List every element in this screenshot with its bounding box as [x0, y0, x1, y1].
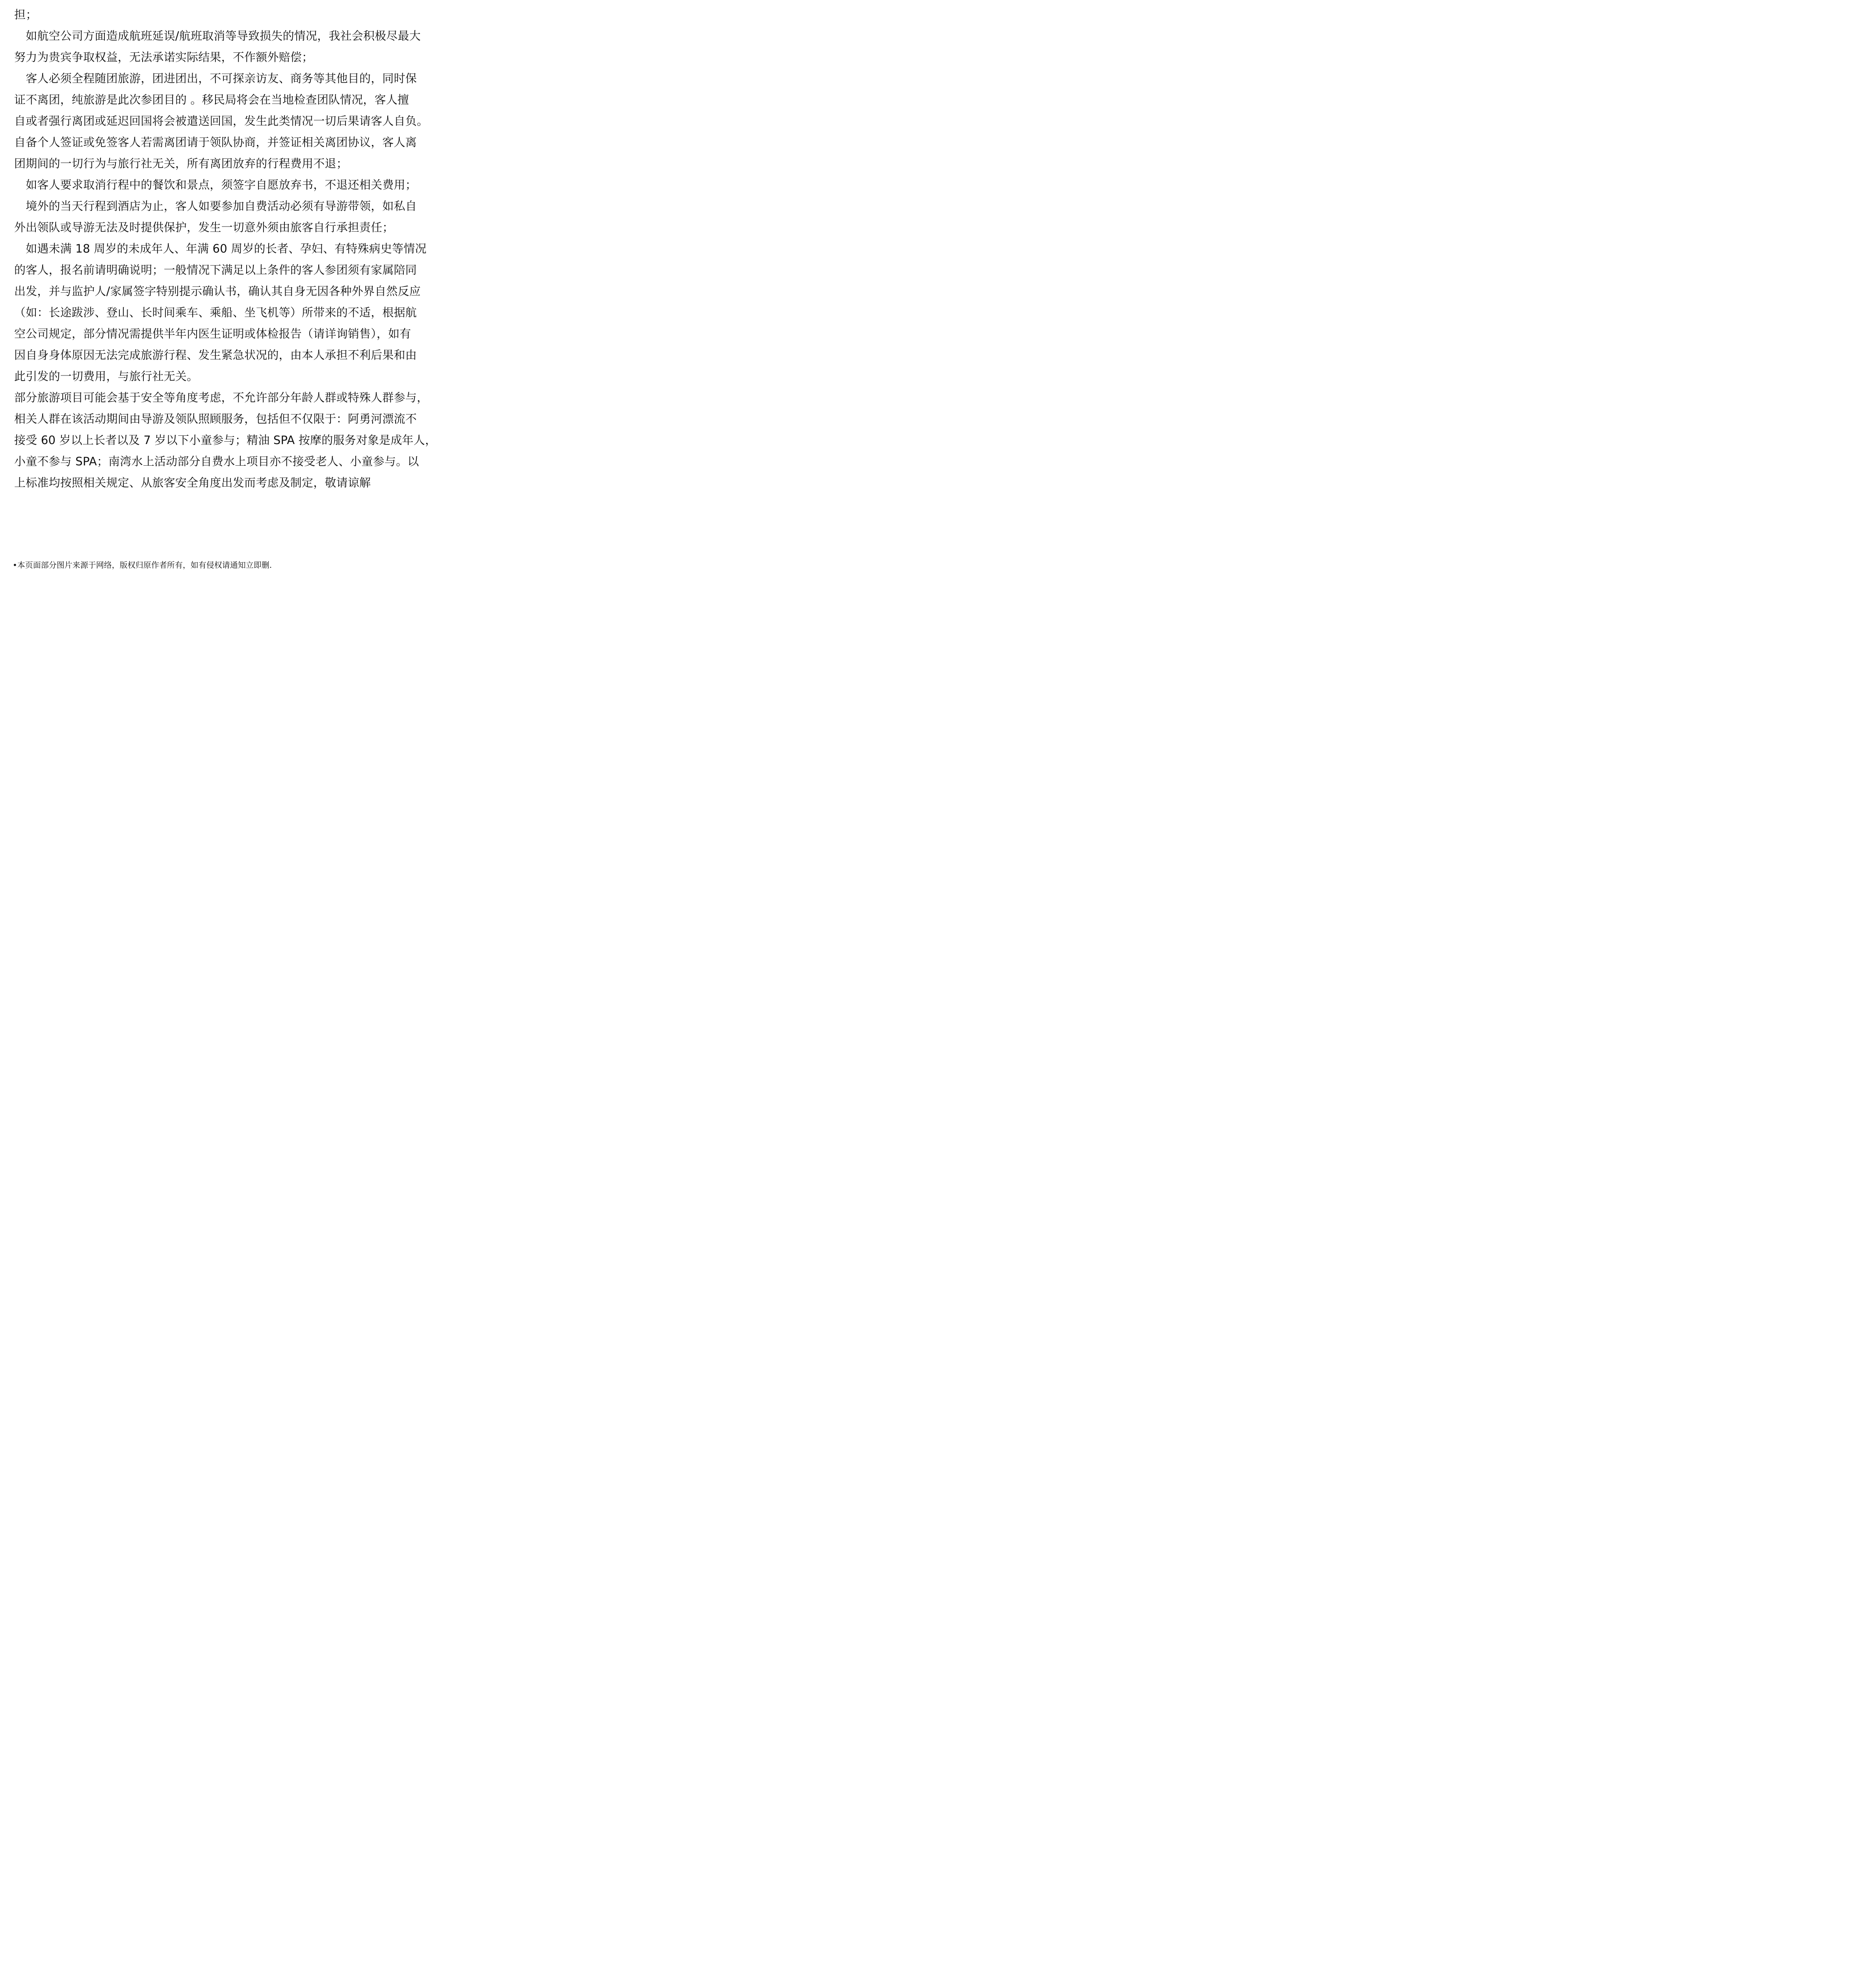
text-line: 上标准均按照相关规定、从旅客安全角度出发而考虑及制定，敬请谅解 — [14, 476, 371, 489]
text-line: 努力为贵宾争取权益，无法承诺实际结果，不作额外赔偿； — [14, 50, 314, 64]
text-line: 相关人群在该活动期间由导游及领队照顾服务，包括但不仅限于：阿勇河漂流不 — [14, 412, 417, 426]
text-line: 此引发的一切费用，与旅行社无关。 — [14, 370, 199, 383]
text-line: 的客人，报名前请明确说明；一般情况下满足以上条件的客人参团须有家属陪同 — [14, 263, 417, 277]
terms-body — [14, 4, 437, 493]
text-line: 外出领队或导游无法及时提供保护，发生一切意外须由旅客自行承担责任； — [14, 221, 394, 234]
text-line: 客人必须全程随团旅游，团进团出，不可探亲访友、商务等其他目的，同时保 — [14, 72, 417, 85]
text-line: （如：长途跋涉、登山、长时间乘车、乘船、坐飞机等）所带来的不适，根据航 — [14, 306, 417, 319]
document-page — [0, 0, 441, 624]
text-line: 担； — [14, 8, 37, 21]
text-line: 小童不参与 SPA；南湾水上活动部分自费水上项目亦不接受老人、小童参与。以 — [14, 455, 419, 468]
text-line: 部分旅游项目可能会基于安全等角度考虑，不允许部分年龄人群或特殊人群参与， — [14, 391, 429, 404]
text-line: 自或者强行离团或延迟回国将会被遣送回国，发生此类情况一切后果请客人自负。 — [14, 114, 429, 128]
text-line: 接受 60 岁以上长者以及 7 岁以下小童参与；精油 SPA 按摩的服务对象是成年人， — [14, 433, 437, 447]
text-line: 自备个人签证或免签客人若需离团请于领队协商，并签证相关离团协议，客人离 — [14, 136, 417, 149]
copyright-footnote: •本页面部分图片来源于网络，版权归原作者所有，如有侵权请通知立即删. — [13, 560, 272, 570]
text-line: 空公司规定，部分情况需提供半年内医生证明或体检报告（请详询销售），如有 — [14, 327, 411, 340]
text-line: 如遇未满 18 周岁的未成年人、年满 60 周岁的长者、孕妇、有特殊病史等情况 — [14, 242, 427, 255]
text-line: 境外的当天行程到酒店为止，客人如要参加自费活动必须有导游带领，如私自 — [14, 199, 417, 213]
text-line: 如航空公司方面造成航班延误/航班取消等导致损失的情况，我社会积极尽最大 — [14, 29, 421, 43]
text-line: 出发，并与监护人/家属签字特别提示确认书，确认其自身无因各种外界自然反应 — [14, 284, 421, 298]
text-line: 团期间的一切行为与旅行社无关，所有离团放弃的行程费用不退； — [14, 157, 348, 170]
text-line: 如客人要求取消行程中的餐饮和景点，须签字自愿放弃书，不退还相关费用； — [14, 178, 417, 191]
text-line: 因自身身体原因无法完成旅游行程、发生紧急状况的，由本人承担不利后果和由 — [14, 348, 417, 362]
text-line: 证不离团，纯旅游是此次参团目的 。移民局将会在当地检查团队情况，客人擅 — [14, 93, 409, 106]
